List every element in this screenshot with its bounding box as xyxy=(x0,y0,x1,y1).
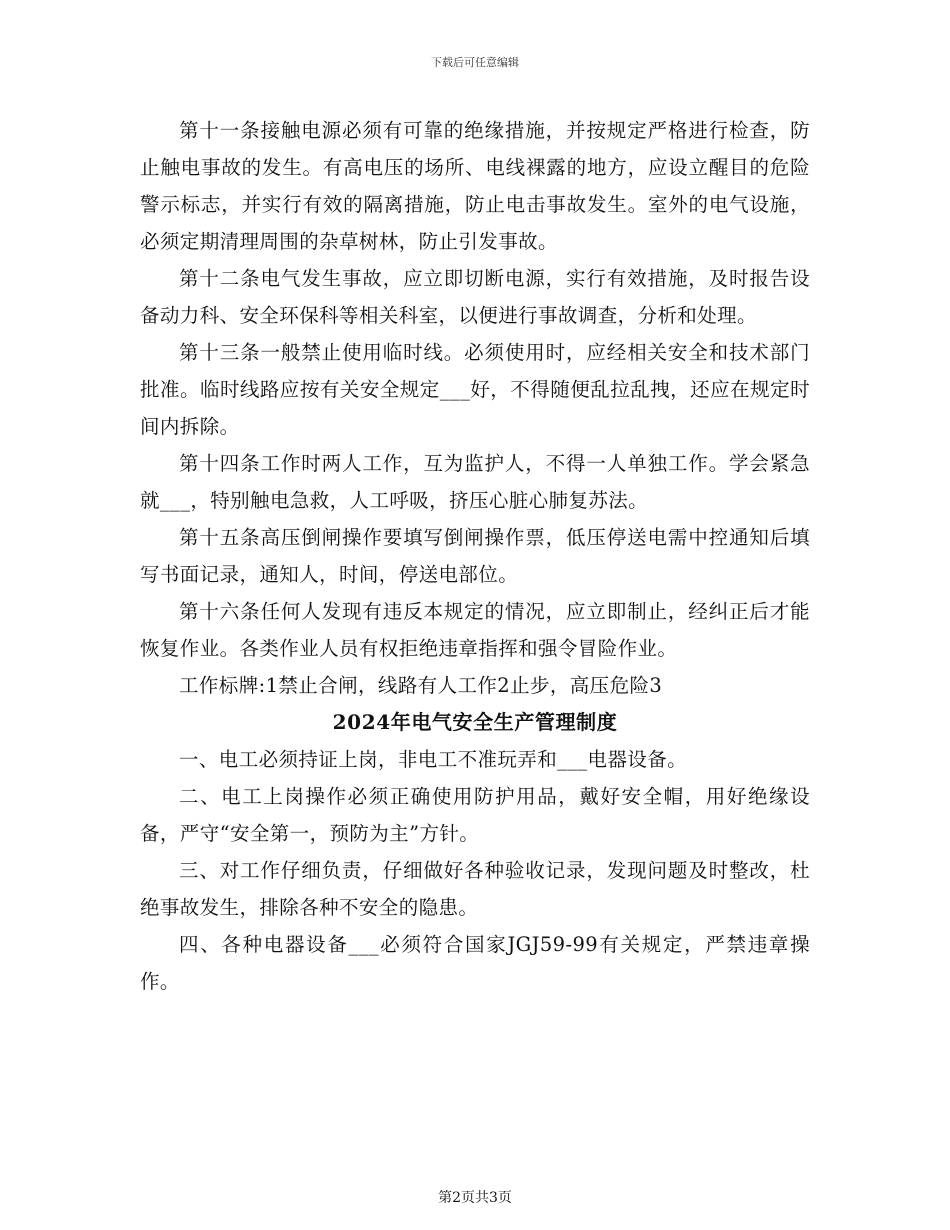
article-15-paragraph: 第十五条高压倒闸操作要填写倒闸操作票，低压停送电需中控通知后填写书面记录，通知人，时间，停送电部位。 xyxy=(140,526,810,586)
page-number-footer: 第2页共3页 xyxy=(438,1190,512,1206)
article-16-paragraph: 第十六条任何人发现有违反本规定的情况，应立即制止，经纠正后才能恢复作业。各类作业人员有权拒绝违章指挥和强令冒险作业。 xyxy=(140,600,810,660)
article-14-paragraph: 第十四条工作时两人工作，互为监护人，不得一人单独工作。学会紧急就___，特别触电急救，人工呼吸，挤压心脏心肺复苏法。 xyxy=(140,452,810,512)
rule-2-paragraph: 二、电工上岗操作必须正确使用防护用品，戴好安全帽，用好绝缘设备，严守“安全第一，预防为主”方针。 xyxy=(140,785,810,845)
rule-1-paragraph: 一、电工必须持证上岗，非电工不准玩弄和___电器设备。 xyxy=(179,748,688,771)
work-signs-paragraph: 工作标牌:1禁止合闸，线路有人工作2止步，高压危险3 xyxy=(179,674,663,697)
header-note: 下载后可任意编辑 xyxy=(431,56,519,69)
section-title: 2024年电气安全生产管理制度 xyxy=(332,710,618,734)
article-11-paragraph: 第十一条接触电源必须有可靠的绝缘措施，并按规定严格进行检查，防止触电事故的发生。有高电压的场所、电线裸露的地方，应设立醒目的危险警示标志，并实行有效的隔离措施，防止电击事故发生。室外的电气设施，必须定期清理周围的杂草树林，防止引发事故。 xyxy=(140,119,810,253)
document-body xyxy=(140,112,810,1000)
rule-4-paragraph: 四、各种电器设备___必须符合国家JGJ59-99有关规定，严禁违章操作。 xyxy=(140,933,810,993)
rule-3-paragraph: 三、对工作仔细负责，仔细做好各种验收记录，发现问题及时整改，杜绝事故发生，排除各种不安全的隐患。 xyxy=(140,859,810,919)
article-12-paragraph: 第十二条电气发生事故，应立即切断电源，实行有效措施，及时报告设备动力科、安全环保科等相关科室，以便进行事故调查，分析和处理。 xyxy=(140,267,810,327)
article-13-paragraph: 第十三条一般禁止使用临时线。必须使用时，应经相关安全和技术部门批准。临时线路应按有关安全规定___好，不得随便乱拉乱拽，还应在规定时间内拆除。 xyxy=(140,341,810,438)
